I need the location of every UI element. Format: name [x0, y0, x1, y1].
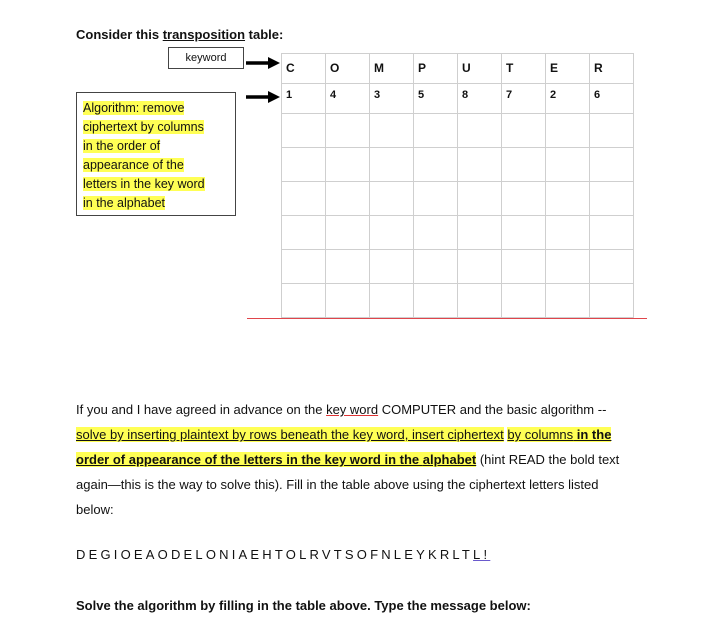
table-cell-order_numbers: 5 [414, 84, 458, 114]
table-cell-empty [502, 250, 546, 284]
table-cell-empty [458, 216, 502, 250]
table-cell-empty [414, 182, 458, 216]
algorithm-line: ciphertext by columns [83, 120, 204, 134]
ciphertext-tail: L! [473, 547, 491, 562]
table-cell-empty [458, 148, 502, 182]
table-cell-order_numbers: 7 [502, 84, 546, 114]
table-cell-empty [546, 216, 590, 250]
table-cell-order_numbers: 4 [326, 84, 370, 114]
transposition-table [281, 53, 634, 318]
table-cell-keyword_letters: T [502, 54, 546, 84]
algorithm-line: in the alphabet [83, 196, 166, 210]
table-cell-empty [414, 114, 458, 148]
table-cell-empty [546, 182, 590, 216]
table-cell-empty [590, 182, 634, 216]
table-cell-order_numbers: 8 [458, 84, 502, 114]
red-rule-line [247, 318, 647, 319]
table-cell-empty [546, 148, 590, 182]
table-cell-empty [282, 216, 326, 250]
table-cell-empty [414, 250, 458, 284]
table-row [282, 84, 634, 114]
table-row [282, 284, 634, 318]
table-row [282, 148, 634, 182]
table-cell-order_numbers: 1 [282, 84, 326, 114]
keyword-label-box: keyword [168, 47, 244, 69]
table-cell-order_numbers: 6 [590, 84, 634, 114]
table-row [282, 216, 634, 250]
algorithm-line: Algorithm: remove [83, 101, 185, 115]
table-cell-empty [370, 284, 414, 318]
table-cell-empty [458, 284, 502, 318]
para-bold-highlight: in the order of appearance of the letters in the key word in the [76, 427, 612, 467]
heading-suffix: table: [245, 27, 284, 42]
table-cell-empty [370, 148, 414, 182]
table-cell-empty [326, 182, 370, 216]
table-cell-keyword_letters: C [282, 54, 326, 84]
algorithm-line: letters in the key word [83, 177, 205, 191]
heading-prefix: Consider this [76, 27, 163, 42]
ciphertext-main: DEGIOEAODELONIAEHTOLRVTSOFNLEYKRLT [76, 547, 474, 562]
table-cell-empty [546, 114, 590, 148]
ciphertext [76, 547, 490, 562]
table-cell-empty [370, 182, 414, 216]
table-cell-empty [502, 182, 546, 216]
table-cell-empty [502, 284, 546, 318]
para-key-word: key word [326, 402, 379, 417]
heading-underlined: transposition [162, 27, 246, 42]
table-cell-empty [590, 284, 634, 318]
table-cell-empty [590, 114, 634, 148]
heading [76, 27, 283, 42]
para-text: (hint READ the bold text again—this is the way to solve this). Fill in the table above using the ciphertext letters listed below: [76, 452, 620, 517]
table-cell-empty [414, 148, 458, 182]
table-cell-empty [326, 216, 370, 250]
arrow-right-icon [246, 91, 280, 103]
table-cell-empty [326, 250, 370, 284]
table-row [282, 114, 634, 148]
table-cell-order_numbers: 3 [370, 84, 414, 114]
table-cell-keyword_letters: U [458, 54, 502, 84]
table-cell-keyword_letters: P [414, 54, 458, 84]
table-cell-empty [502, 148, 546, 182]
table-cell-empty [458, 182, 502, 216]
table-cell-empty [282, 250, 326, 284]
para-highlight: solve by inserting plaintext by rows beneath the key word, insert ciphertext [76, 427, 504, 442]
table-cell-empty [502, 114, 546, 148]
table-cell-empty [546, 250, 590, 284]
table-cell-empty [458, 250, 502, 284]
para-bold-highlight: alphabet [422, 452, 477, 467]
table-cell-order_numbers: 2 [546, 84, 590, 114]
table-cell-empty [370, 216, 414, 250]
para-text: If you and I have agreed in advance on the [76, 402, 327, 417]
algorithm-line: in the order of [83, 139, 161, 153]
table-cell-empty [326, 284, 370, 318]
para-text: COMPUTER and the basic algorithm -- [378, 402, 607, 417]
table-row [282, 54, 634, 84]
table-cell-empty [370, 250, 414, 284]
table-cell-keyword_letters: R [590, 54, 634, 84]
table-cell-empty [326, 148, 370, 182]
table-cell-empty [282, 148, 326, 182]
table-row [282, 250, 634, 284]
table-cell-empty [414, 216, 458, 250]
table-cell-empty [282, 182, 326, 216]
table-cell-keyword_letters: O [326, 54, 370, 84]
table-row [282, 182, 634, 216]
table-cell-empty [282, 284, 326, 318]
table-cell-empty [502, 216, 546, 250]
instruction-text: Solve the algorithm by filling in the table above. Type the message below: [76, 598, 531, 613]
table-cell-empty [590, 216, 634, 250]
algorithm-line: appearance of the [83, 158, 184, 172]
algorithm-note [76, 92, 236, 216]
instructions-paragraph [76, 397, 636, 522]
table-cell-empty [590, 250, 634, 284]
table-cell-keyword_letters: M [370, 54, 414, 84]
table-cell-keyword_letters: E [546, 54, 590, 84]
table-cell-empty [326, 114, 370, 148]
table-cell-empty [458, 114, 502, 148]
table-cell-empty [282, 114, 326, 148]
para-highlight: by columns [507, 427, 574, 442]
table-cell-empty [590, 148, 634, 182]
arrow-right-icon [246, 57, 280, 69]
table-cell-empty [414, 284, 458, 318]
table-cell-empty [546, 284, 590, 318]
table-cell-empty [370, 114, 414, 148]
